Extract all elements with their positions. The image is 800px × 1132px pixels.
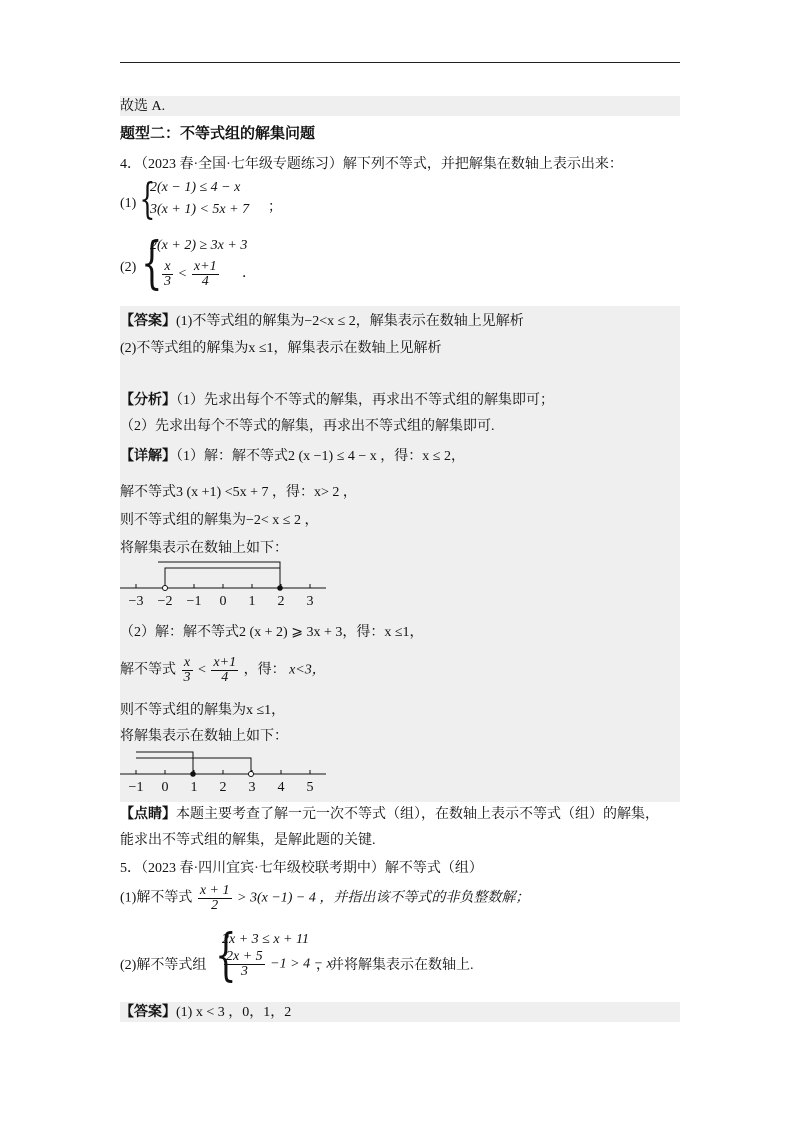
axis2-tick-label: 3: [248, 780, 256, 795]
q4-p1-end: ；: [268, 200, 282, 215]
answer4-line2: (2)不等式组的解集为x ≤1，解集表示在数轴上见解析: [120, 341, 442, 356]
axis2-tick-label: 0: [161, 780, 169, 795]
q5-p2-row1: 2x + 3 ≤ x + 11: [222, 932, 309, 947]
axis1-open-point: [163, 586, 168, 591]
highlight-band-choose: [120, 96, 680, 116]
axis2-tick-label: 2: [219, 780, 227, 795]
q5-p1-frac: $\frac{x + 1}{2}$: [199, 883, 230, 913]
axis1-bracket-left: [158, 562, 280, 588]
detail-line6: 解不等式 $\frac{x}{3}$ < $\frac{x+1}{4}$ ，得： x<3，: [120, 655, 326, 685]
axis2-open-point: [249, 772, 254, 777]
header-rule: [120, 62, 680, 63]
axis2-tick-label: 5: [306, 780, 314, 795]
q4-p2-brace: {: [141, 231, 163, 296]
d6-frac-xp1: $\frac{x+1}{4}$: [213, 655, 237, 685]
choose-answer-line: 故选 A.: [120, 99, 166, 114]
q4-p1-label: (1): [120, 196, 137, 211]
q4-p2-row1: 2(x + 2) ≥ 3x + 3: [150, 238, 248, 253]
detail-line4: 将解集表示在数轴上如下：: [120, 541, 288, 556]
detail-line8: 将解集表示在数轴上如下：: [120, 729, 288, 744]
q4-stem: 4．（2023 春·全国·七年级专题练习）解下列不等式，并把解集在数轴上表示出来：: [120, 157, 623, 172]
axis1-tick-label: −2: [157, 594, 173, 609]
q5-p2-brace: {: [215, 923, 237, 988]
q4-p2-end: ．: [242, 266, 256, 281]
axis1-tick-label: −3: [128, 594, 144, 609]
answer5-line1: 【答案】(1) x < 3 ，0，1，2: [120, 1005, 292, 1020]
comment-line1: 【点睛】本题主要考查了解一元一次不等式（组），在数轴上表示不等式（组）的解集，: [120, 807, 659, 822]
q5-p2-frac: $\frac{2x + 5}{3}$: [226, 949, 263, 979]
number-line-1: [118, 558, 328, 610]
q4-p2-label: (2): [120, 260, 137, 275]
detail-line5: （2）解：解不等式2 (x + 2) ⩾ 3x + 3，得：x ≤1，: [120, 625, 424, 640]
q4-p1-row1: 2(x − 1) ≤ 4 − x: [150, 180, 241, 195]
detail-line2: 解不等式3 (x +1) <5x + 7 ，得：x> 2 ，: [120, 485, 357, 500]
analysis-line2: （2）先求出每个不等式的解集，再求出不等式组的解集即可.: [120, 419, 495, 434]
comment-line2: 能求出不等式组的解集，是解此题的关键.: [120, 833, 376, 848]
axis1-tick-label: −1: [186, 594, 202, 609]
axis2-tick-label: 1: [190, 780, 198, 795]
d6-frac-x: $\frac{x}{3}$: [183, 655, 191, 685]
axis1-closed-point: [277, 585, 283, 591]
axis2-closed-point: [190, 771, 196, 777]
section-title: 题型二：不等式组的解集问题: [120, 124, 316, 142]
q5-part1: (1)解不等式 $\frac{x + 1}{2}$ > 3(x −1) − 4 ，并指出该不等式的非负整数解；: [120, 883, 530, 913]
q4-p1-brace: {: [139, 174, 156, 223]
axis1-tick-label: 3: [306, 594, 314, 609]
detail-line3: 则不等式组的解集为−2< x ≤ 2 ，: [120, 513, 319, 528]
q4-p2-row2: $\frac{x}{3}$ < $\frac{x+1}{4}$: [164, 259, 217, 289]
detail-line7: 则不等式组的解集为x ≤1，: [120, 703, 286, 718]
q5-p2-pre: (2)解不等式组: [120, 958, 207, 973]
axis2-tick-label: 4: [277, 780, 285, 795]
q4-p2-frac-x: $\frac{x}{3}$: [164, 259, 171, 289]
number-line-2: [118, 744, 328, 796]
answer4-line1: 【答案】(1)不等式组的解集为−2<x ≤ 2，解集表示在数轴上见解析: [120, 314, 524, 329]
axis1-tick-label: 2: [277, 594, 285, 609]
axis1-tick-label: 1: [248, 594, 256, 609]
axis1-tick-label: 0: [219, 594, 227, 609]
axis2-tick-label: −1: [128, 780, 144, 795]
detail-line1: 【详解】（1）解：解不等式2 (x −1) ≤ 4 − x ，得：x ≤ 2，: [120, 449, 465, 464]
q5-p2-post: ，并将解集表示在数轴上.: [316, 958, 474, 973]
q5-stem: 5．（2023 春·四川宜宾·七年级校联考期中）解不等式（组）: [120, 861, 483, 876]
q4-p1-row2: 3(x + 1) < 5x + 7: [150, 202, 250, 217]
analysis-line1: 【分析】（1）先求出每个不等式的解集，再求出不等式组的解集即可；: [120, 393, 554, 408]
q4-p2-frac-xp1: $\frac{x+1}{4}$: [193, 259, 217, 289]
q5-p2-row2: $\frac{2x + 5}{3}$ −1 > 4 − x: [226, 949, 333, 979]
